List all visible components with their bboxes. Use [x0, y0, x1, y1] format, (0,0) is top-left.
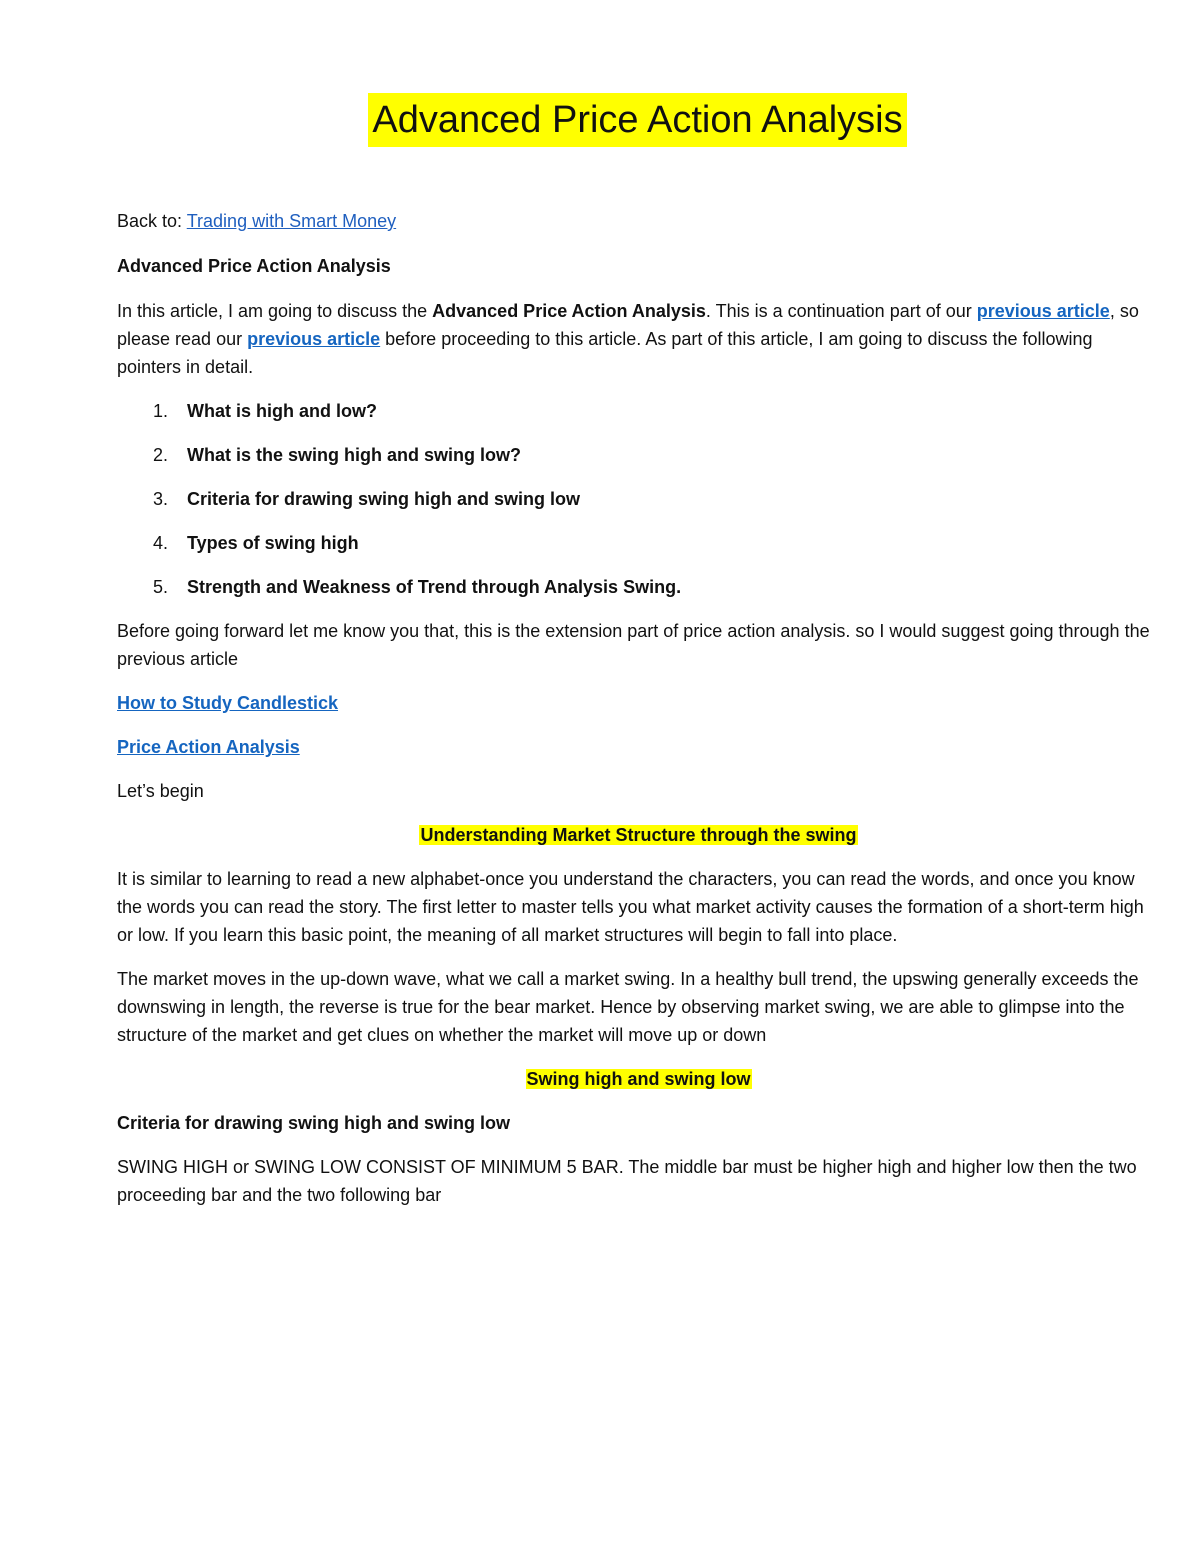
list-item-number: 5.: [153, 576, 169, 597]
pointers-list: [117, 397, 1160, 601]
section-heading-wrapper: [117, 821, 1160, 849]
list-item: [153, 529, 1160, 557]
section-heading-wrapper: [117, 1065, 1160, 1093]
intro-paragraph: [117, 297, 1160, 381]
list-item-text: Types of swing high: [187, 532, 359, 553]
list-item-number: 3.: [153, 488, 169, 509]
back-to-label: Back to:: [117, 210, 183, 231]
list-item: [153, 441, 1160, 469]
list-item-text: What is the swing high and swing low?: [187, 444, 521, 465]
previous-article-link-2[interactable]: previous article: [247, 328, 381, 349]
lets-begin-text: Let’s begin: [117, 780, 204, 801]
body-paragraph-3: SWING HIGH or SWING LOW CONSIST OF MINIMUM 5 BAR. The middle bar must be higher high and higher low then the two proceeding bar and the two following bar: [117, 1156, 1137, 1205]
list-item-text: Strength and Weakness of Trend through Analysis Swing.: [187, 576, 682, 597]
title-wrapper: [117, 68, 1160, 173]
intro-text-1: In this article, I am going to discuss the: [117, 300, 433, 321]
list-item-number: 1.: [153, 400, 169, 421]
related-link-line: [117, 733, 1160, 761]
body-paragraph-1: It is similar to learning to read a new alphabet-once you understand the characters, you can read the words, and once you know the words you can read the story. The first letter to master tells you what market activity causes the formation of a short-term high or low. If you learn this basic point, the meaning of all market structures will begin to fall into place.: [117, 868, 1144, 945]
body-paragraph-2: The market moves in the up-down wave, what we call a market swing. In a healthy bull trend, the upswing generally exceeds the downswing in length, the reverse is true for the bear market. Hence by observing market swing, we are able to glimpse into the structure of the market and get clues on whether the market will move up or down: [117, 968, 1139, 1045]
related-link-line: [117, 689, 1160, 717]
intro-text-2: . This is a continuation part of our: [705, 300, 977, 321]
intro-bold-topic: Advanced Price Action Analysis: [432, 300, 706, 321]
intro-text-4: before proceeding to this article. As part of this article, I am going to discuss the following pointers in detail.: [117, 328, 1093, 377]
list-item-text: Criteria for drawing swing high and swing low: [187, 488, 581, 509]
article-subtitle: Advanced Price Action Analysis: [117, 255, 391, 276]
list-item: [153, 573, 1160, 601]
intro-text-3: , so please read our: [117, 300, 1139, 349]
section-heading-market-structure: Understanding Market Structure through the swing: [420, 824, 857, 845]
list-item: [153, 397, 1160, 425]
list-item-number: 4.: [153, 532, 169, 553]
section-heading-swing: Swing high and swing low: [526, 1068, 751, 1089]
page-title: Advanced Price Action Analysis: [368, 93, 906, 147]
list-item-text: What is high and low?: [187, 400, 377, 421]
back-to-link[interactable]: Trading with Smart Money: [186, 210, 397, 231]
criteria-heading: Criteria for drawing swing high and swing low: [117, 1112, 511, 1133]
candlestick-article-link[interactable]: How to Study Candlestick: [117, 692, 339, 713]
list-item: [153, 485, 1160, 513]
list-item-number: 2.: [153, 444, 169, 465]
previous-article-link-1[interactable]: previous article: [976, 300, 1110, 321]
before-paragraph: Before going forward let me know you that, this is the extension part of price action analysis. so I would suggest going through the previous article: [117, 620, 1150, 669]
back-to-line: [117, 207, 1160, 235]
price-action-article-link[interactable]: Price Action Analysis: [117, 736, 300, 757]
